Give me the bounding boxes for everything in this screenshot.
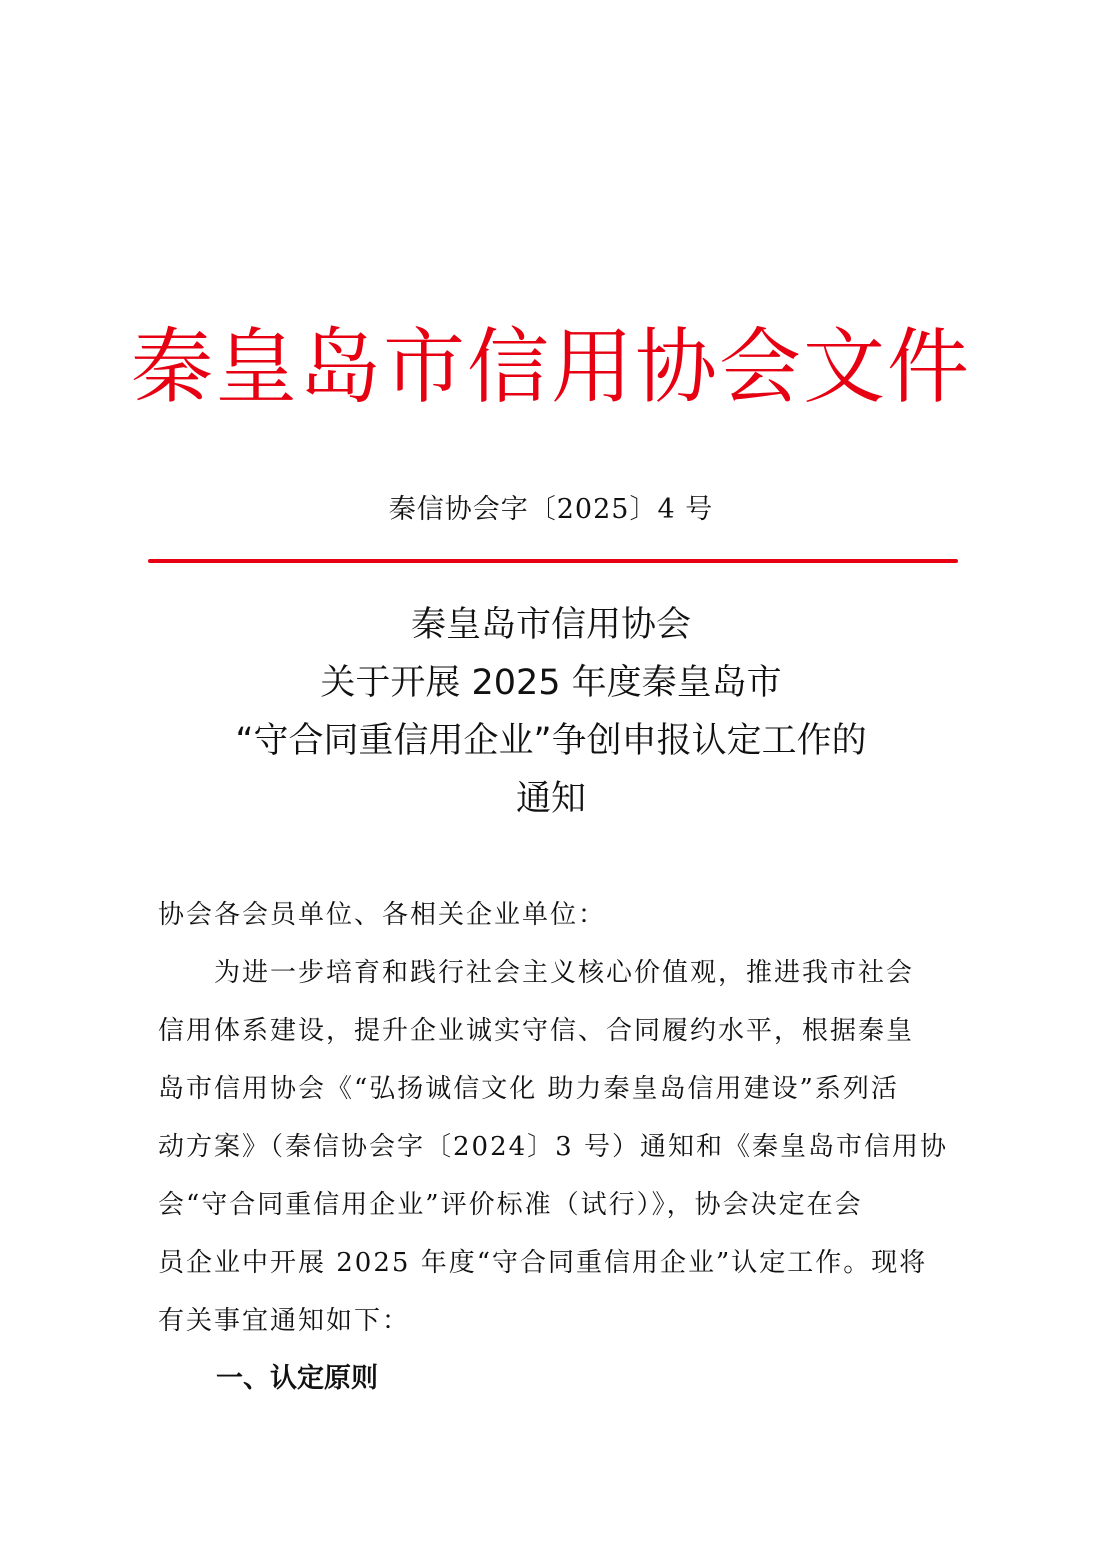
paragraph-line: 会“守合同重信用企业”评价标准（试行）》，协会决定在会 — [158, 1190, 863, 1220]
document-number: 秦信协会字〔2025〕4 号 — [388, 494, 714, 525]
notice-title — [140, 596, 962, 828]
notice-title-line: 通知 — [515, 779, 586, 819]
red-divider-line — [148, 559, 958, 563]
notice-title-line: 关于开展 2025 年度秦皇岛市 — [320, 663, 782, 703]
paragraph-line: 有关事宜通知如下： — [158, 1306, 411, 1336]
notice-title-line: 秦皇岛市信用协会 — [410, 605, 691, 645]
body-paragraph — [158, 944, 948, 1350]
paragraph-line: 动方案》（秦信协会字〔2024〕3 号）通知和《秦皇岛市信用协 — [158, 1132, 948, 1162]
paragraph-line: 信用体系建设，提升企业诚实守信、合同履约水平，根据秦皇 — [158, 1016, 915, 1046]
paragraph-line: 员企业中开展 2025 年度“守合同重信用企业”认定工作。现将 — [158, 1248, 928, 1278]
paragraph-line: 为进一步培育和践行社会主义核心价值观，推进我市社会 — [158, 958, 915, 988]
notice-title-line: “守合同重信用企业”争创申报认定工作的 — [235, 721, 867, 761]
salutation: 协会各会员单位、各相关企业单位： — [158, 900, 607, 930]
paragraph-line: 岛市信用协会《“弘扬诚信文化 助力秦皇岛信用建设”系列活 — [158, 1074, 899, 1104]
section-heading-principles: 一、认定原则 — [216, 1363, 378, 1394]
issuer-header-title: 秦皇岛市信用协会文件 — [130, 320, 971, 415]
